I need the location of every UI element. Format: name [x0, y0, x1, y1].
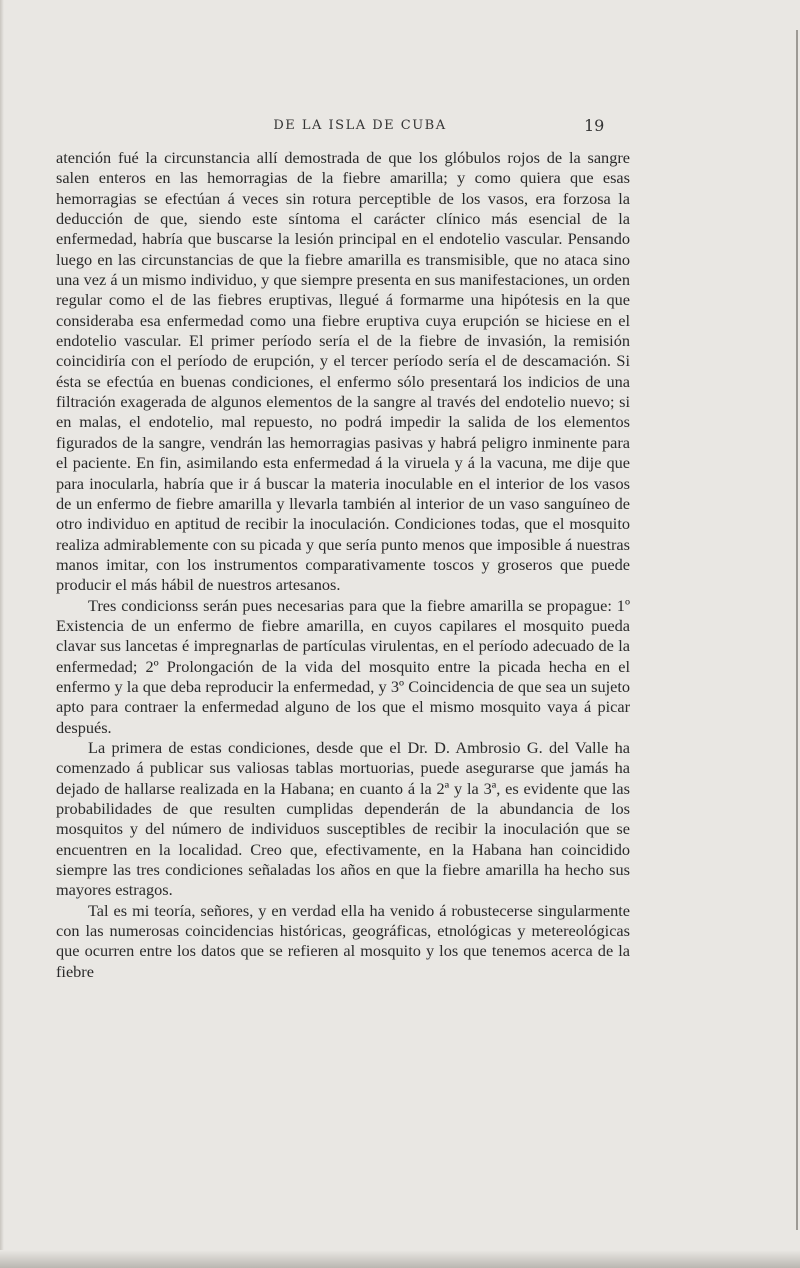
paragraph: La primera de estas condiciones, desde que el Dr. D. Ambrosio G. del Valle ha comenzado á publicar sus valiosas tablas mortuorias, puede asegurarse que jamás ha dejado de hallarse realizada en la Habana; en cuanto á la 2ª y la 3ª, es evidente que las probabilidades de que resulten cumplidas dependerán de la abundancia de los mosquitos y del número de individuos susceptibles de recibir la inoculación que se encuentren en la localidad. Creo que, efectivamente, en la Habana han coincidido siempre las tres condiciones señaladas los años en que la fiebre amarilla ha hecho sus mayores estragos. — [56, 737, 630, 900]
paragraph: Tal es mi teoría, señores, y en verdad ella ha venido á robustecerse singularmente con las numerosas coincidencias históricas, geográficas, etnológicas y metereológicas que ocurren entre los datos que se refieren al mosquito y los que tenemos acerca de la fiebre — [56, 900, 630, 981]
page-left-edge — [0, 0, 4, 1268]
page-right-edge — [796, 30, 798, 1230]
page-bottom-shadow — [0, 1250, 800, 1268]
paragraph: atención fué la circunstancia allí demostrada de que los glóbulos rojos de la sangre salen enteros en las hemorragias de la fiebre amarilla; y como quiera que esas hemorragias se efectúan á veces sin rotura perceptible de los vasos, era forzosa la deducción de que, siendo este síntoma el carácter clínico más esencial de la enfermedad, habría que buscarse la lesión principal en el endotelio vascular. Pensando luego en las circunstancias de que la fiebre amarilla es transmisible, que no ataca sino una vez á un mismo individuo, y que siempre presenta en sus manifestaciones, un orden regular como el de las fiebres eruptivas, llegué á formarme una hipótesis en la que consideraba esa enfermedad como una fiebre eruptiva cuya erupción se hiciese en el endotelio vascular. El primer período sería el de la fiebre de invasión, la remisión coincidiría con el período de erupción, y el tercer período sería el de descamación. Si ésta se efectúa en buenas condiciones, el enfermo sólo presentará los indicios de una filtración exagerada de algunos elementos de la sangre al través del endotelio nuevo; si en malas, el endotelio, mal repuesto, no podrá impedir la salida de los elementos figurados de la sangre, vendrán las hemorragias pasivas y habrá peligro inminente para el paciente. En fin, asimilando esta enfermedad á la viruela y á la vacuna, me dije que para inocularla, habría que ir á buscar la materia inoculable en el interior de los vasos de un enfermo de fiebre amarilla y llevarla también al interior de un vaso sanguíneo de otro individuo en aptitud de recibir la inoculación. Condiciones todas, que el mosquito realiza admirablemente con su picada y que sería punto menos que imposible á nuestras manos imitar, con los instrumentos comparativamente toscos y groseros que puede producir el más hábil de nuestros artesanos. — [56, 148, 630, 595]
running-head: DE LA ISLA DE CUBA — [273, 118, 447, 133]
page-number: 19 — [584, 116, 605, 135]
paragraph: Tres condicionss serán pues necesarias para que la fiebre amarilla se propague: 1º Existencia de un enfermo de fiebre amarilla, en cuyos capilares el mosquito pueda clavar sus lancetas é impregnarlas de partículas virulentas, en el período adecuado de la enfermedad; 2º Prolongación de la vida del mosquito entre la picada hecha en el enfermo y la que deba reproducir la enfermedad, y 3º Coincidencia de que sea un sujeto apto para contraer la enfermedad alguno de los que el mismo mosquito vaya á picar después. — [56, 595, 630, 737]
body-text — [56, 148, 630, 982]
